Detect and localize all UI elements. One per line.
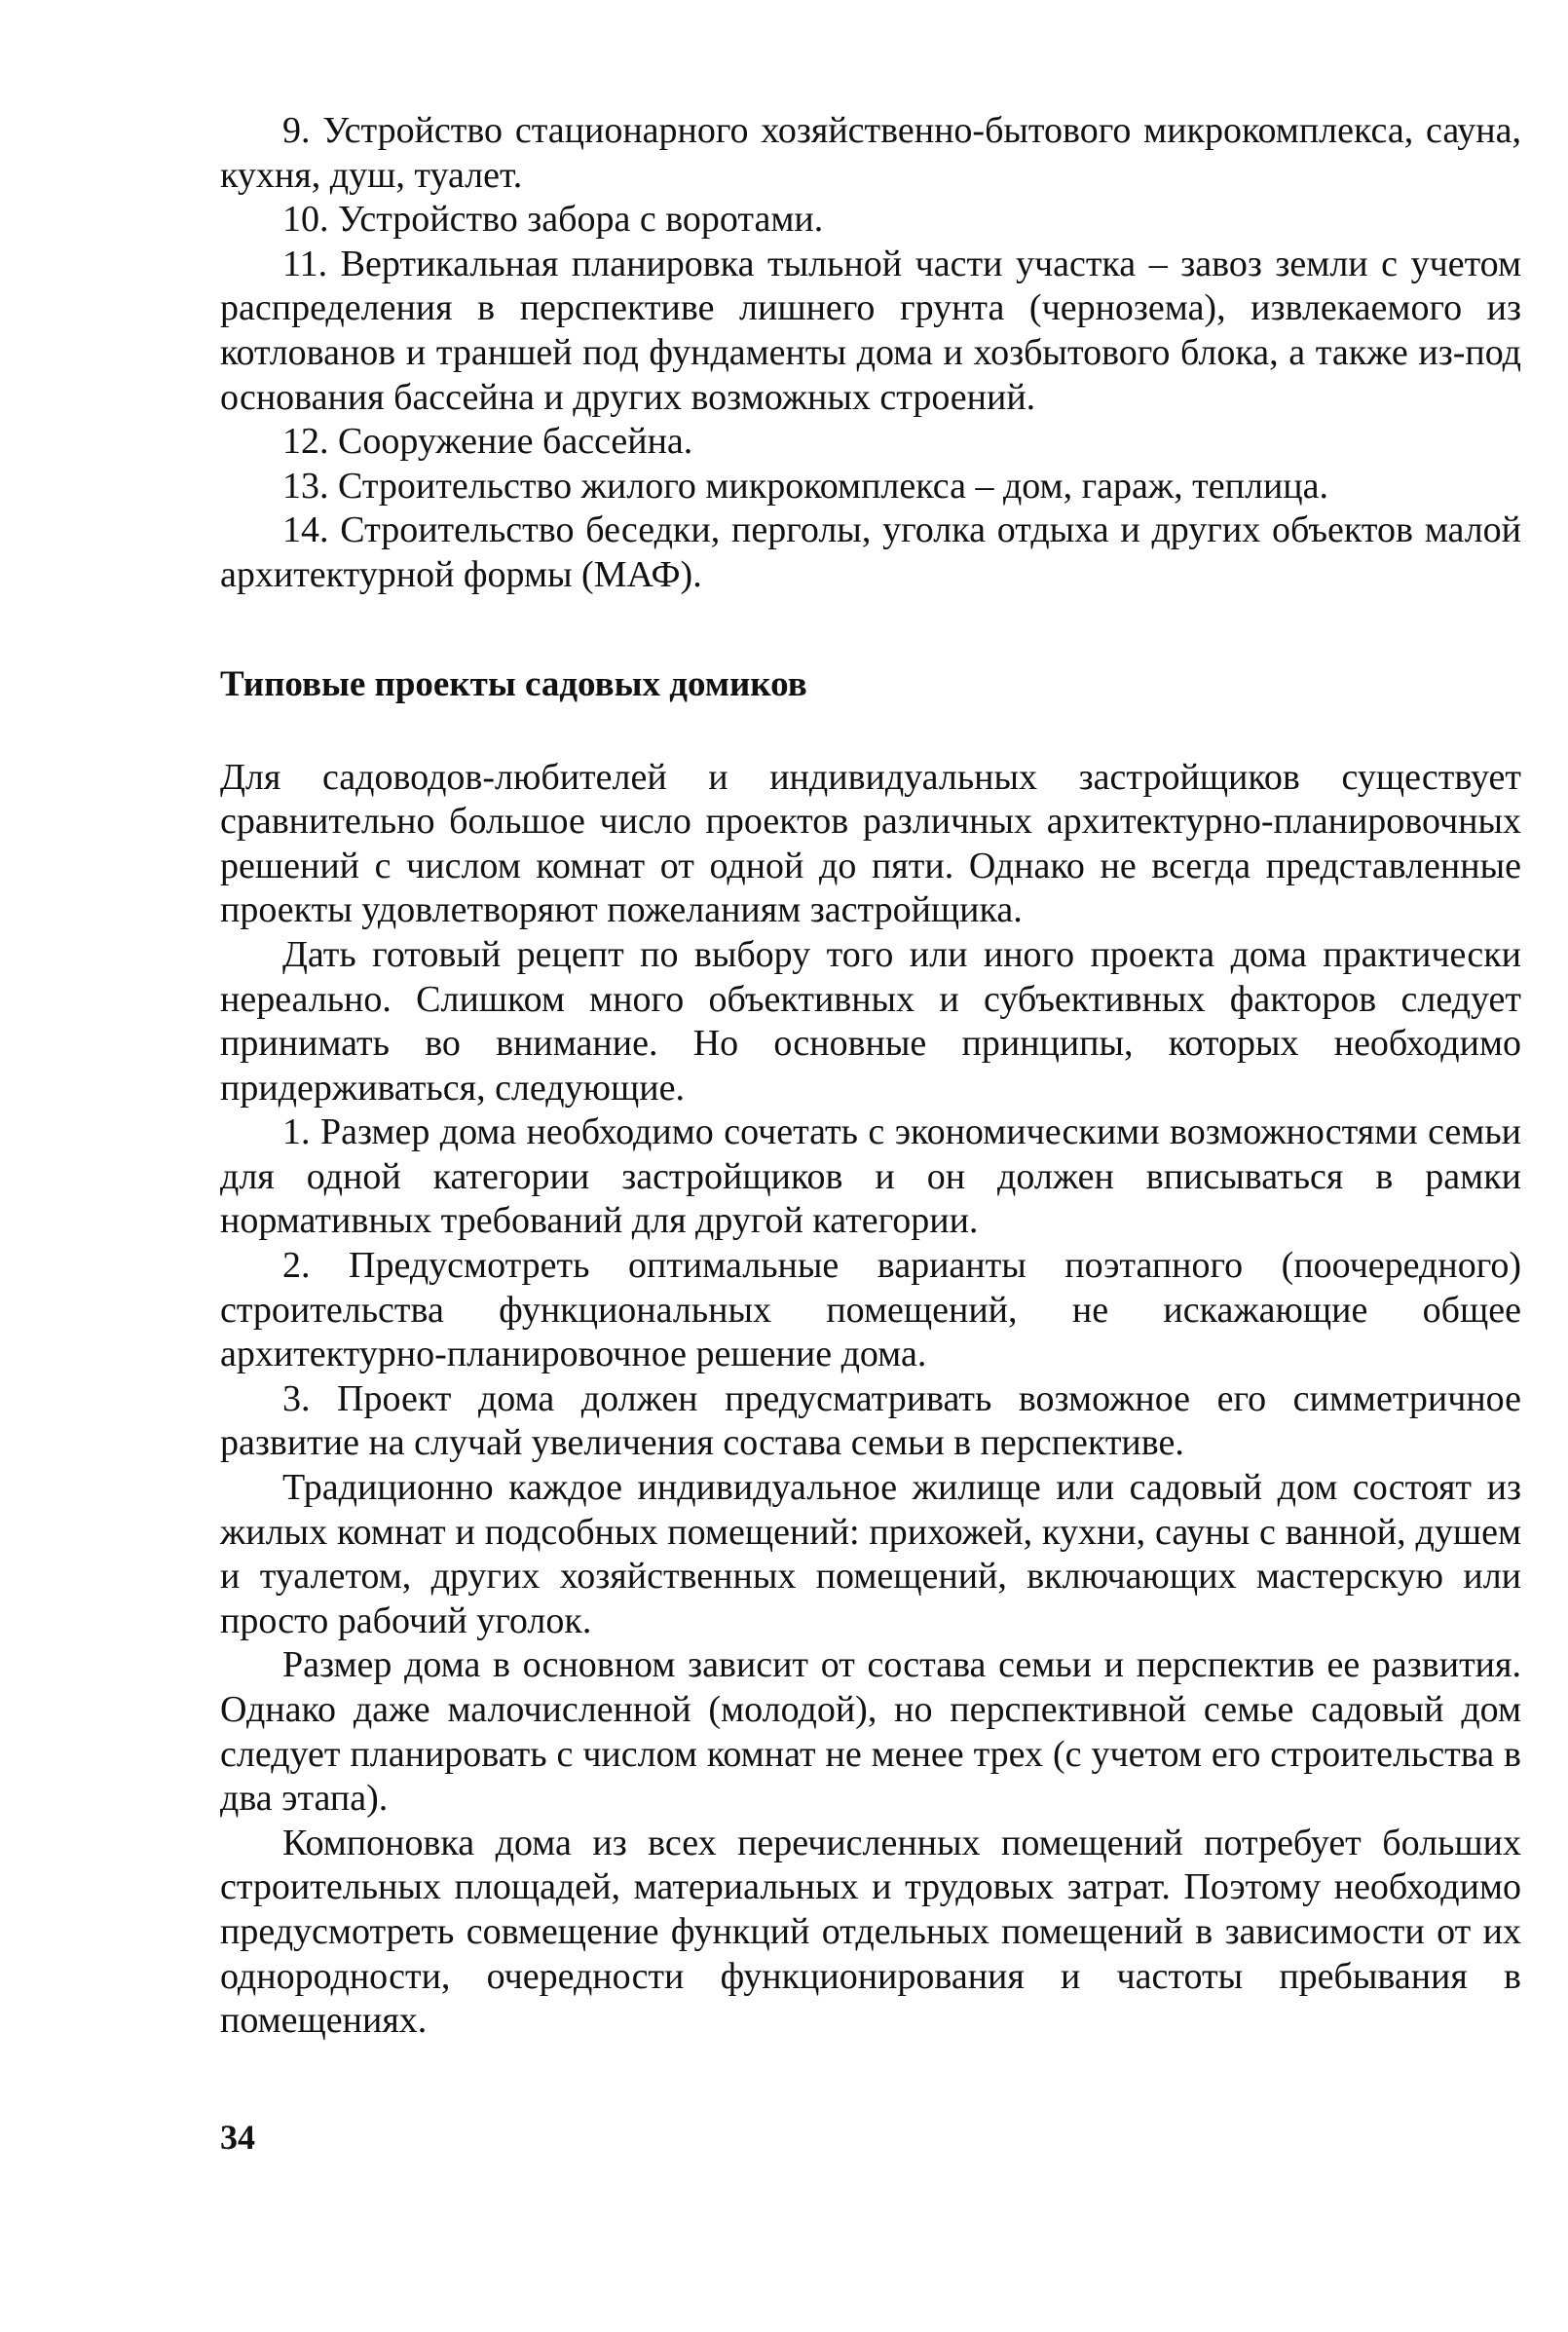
list-item: 13. Строительство жилого микрокомплекса – дом, гараж, теплица.	[282, 465, 1328, 507]
list-item: 9. Устройство стационарного хозяйственно-бытового микрокомплекса, сауна, кухня, душ, туалет.	[220, 110, 1521, 196]
list-item: 11. Вертикальная планировка тыльной части участка – завоз земли с учетом распределения в перспективе лишнего грунта (чернозема), извлекаемого из котлованов и траншей под фундаменты дома и хозбытового блока, а также из-под основания бассейна и других возможных строений.	[220, 243, 1521, 418]
paragraph: Компоновка дома из всех перечисленных помещений потребует больших строительных площадей, материальных и трудовых затрат. Поэтому необходимо предусмотреть совмещение функций отдельных помещений в зависимости от их однородности, очередности функционирования и частоты пребывания в помещениях.	[220, 1822, 1521, 2042]
section-heading: Типовые проекты садовых домиков	[220, 663, 807, 704]
paragraph: Дать готовый рецепт по выбору того или иного проекта дома практически нереально. Слишком много объективных и субъективных факторов следует принимать во внимание. Но основные принципы, которых необходимо придерживаться, следующие.	[220, 933, 1521, 1109]
list-item: 10. Устройство забора с воротами.	[282, 199, 824, 241]
page-body	[220, 109, 1521, 2044]
list-item: 14. Строительство беседки, перголы, уголка отдыха и других объектов малой архитектурной формы (МАФ).	[220, 509, 1521, 595]
paragraph: 3. Проект дома должен предусматривать возможное его симметричное развитие на случай увеличения состава семьи в перспективе.	[220, 1377, 1521, 1464]
spacer	[220, 598, 1521, 662]
paragraph: 2. Предусмотреть оптимальные варианты поэтапного (поочередного) строительства функциональных помещений, не искажающие общее архитектурно-планировочное решение дома.	[220, 1245, 1521, 1375]
paragraph: 1. Размер дома необходимо сочетать с экономическими возможностями семьи для одной категории застройщиков и он должен вписываться в рамки нормативных требований для другой категории.	[220, 1111, 1521, 1242]
paragraph: Для садоводов-любителей и индивидуальных застройщиков существует сравнительно большое число проектов различных архитектурно-планировочных решений с числом комнат от одной до пяти. Однако не всегда представленные проекты удовлетворяют пожеланиям застройщика.	[220, 756, 1521, 931]
list-item: 12. Сооружение бассейна.	[282, 421, 693, 463]
paragraph: Размер дома в основном зависит от состава семьи и перспектив ее развития. Однако даже малочисленной (молодой), но перспективной семье садовый дом следует планировать с числом комнат не менее трех (с учетом его строительства в два этапа).	[220, 1644, 1521, 1820]
spacer	[220, 707, 1521, 756]
page-number: 34	[220, 2118, 255, 2157]
paragraph: Традиционно каждое индивидуальное жилище или садовый дом состоят из жилых комнат и подсобных помещений: прихожей, кухни, сауны с ванной, душем и туалетом, других хозяйственных помещений, включающих мастерскую или просто рабочий уголок.	[220, 1467, 1521, 1641]
